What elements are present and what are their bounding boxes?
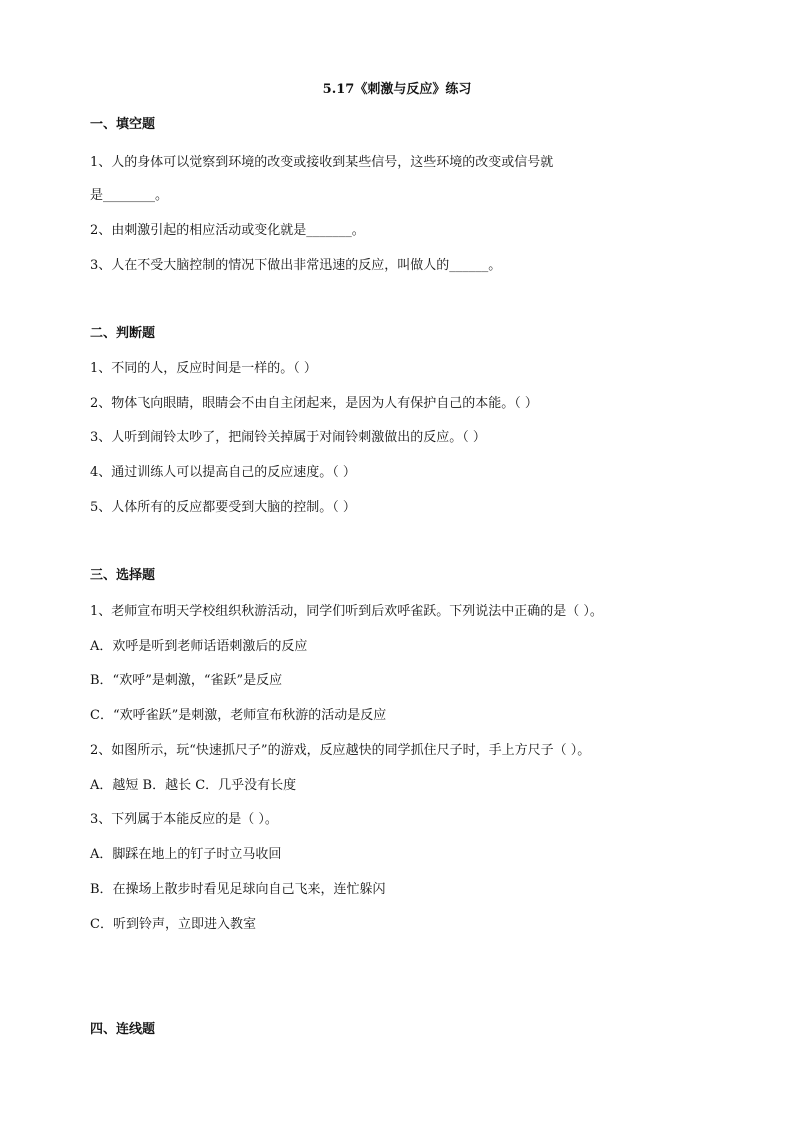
question-text: 2、由刺激引起的相应活动或变化就是_______。 xyxy=(90,223,365,238)
answer-option: B．“欢呼”是刺激，“雀跃”是反应 xyxy=(90,673,283,688)
section-heading-matching: 四、连线题 xyxy=(90,1022,156,1037)
section-heading-multiple-choice: 三、选择题 xyxy=(90,568,156,583)
question-text: 1、不同的人，反应时间是一样的。（ ） xyxy=(90,361,317,376)
question-text: 5、人体所有的反应都要受到大脑的控制。（ ） xyxy=(90,500,356,515)
answer-option: A．脚踩在地上的钉子时立马收回 xyxy=(90,847,282,862)
question-text: 3、人听到闹铃太吵了，把闹铃关掉属于对闹铃刺激做出的反应。（ ） xyxy=(90,430,486,445)
question-text: 3、人在不受大脑控制的情况下做出非常迅速的反应，叫做人的______。 xyxy=(90,258,502,273)
question-text: 2、物体飞向眼睛，眼睛会不由自主闭起来，是因为人有保护自己的本能。（ ） xyxy=(90,396,538,411)
answer-option: C．听到铃声，立即进入教室 xyxy=(90,917,256,932)
question-text: 1、人的身体可以觉察到环境的改变或接收到某些信号，这些环境的改变或信号就 xyxy=(90,155,554,170)
answer-option: B．在操场上散步时看见足球向自己飞来，连忙躲闪 xyxy=(90,882,386,897)
question-text: 1、老师宣布明天学校组织秋游活动，同学们听到后欢呼雀跃。下列说法中正确的是（ ）。 xyxy=(90,604,603,619)
question-text: 4、通过训练人可以提高自己的反应速度。（ ） xyxy=(90,465,356,480)
answer-option: A．欢呼是听到老师话语刺激后的反应 xyxy=(90,639,308,654)
question-text: 3、下列属于本能反应的是（ ）。 xyxy=(90,812,278,827)
question-text: 是________。 xyxy=(90,188,169,203)
page-title: 5.17《刺激与反应》练习 xyxy=(322,82,472,97)
answer-option: A．越短 B．越长 C．几乎没有长度 xyxy=(90,778,297,793)
section-heading-true-false: 二、判断题 xyxy=(90,326,156,341)
section-heading-fill-blank: 一、填空题 xyxy=(90,117,156,132)
question-text: 2、如图所示，玩“快速抓尺子”的游戏，反应越快的同学抓住尺子时，手上方尺子（ ）。 xyxy=(90,743,591,758)
answer-option: C．“欢呼雀跃”是刺激，老师宣布秋游的活动是反应 xyxy=(90,708,387,723)
